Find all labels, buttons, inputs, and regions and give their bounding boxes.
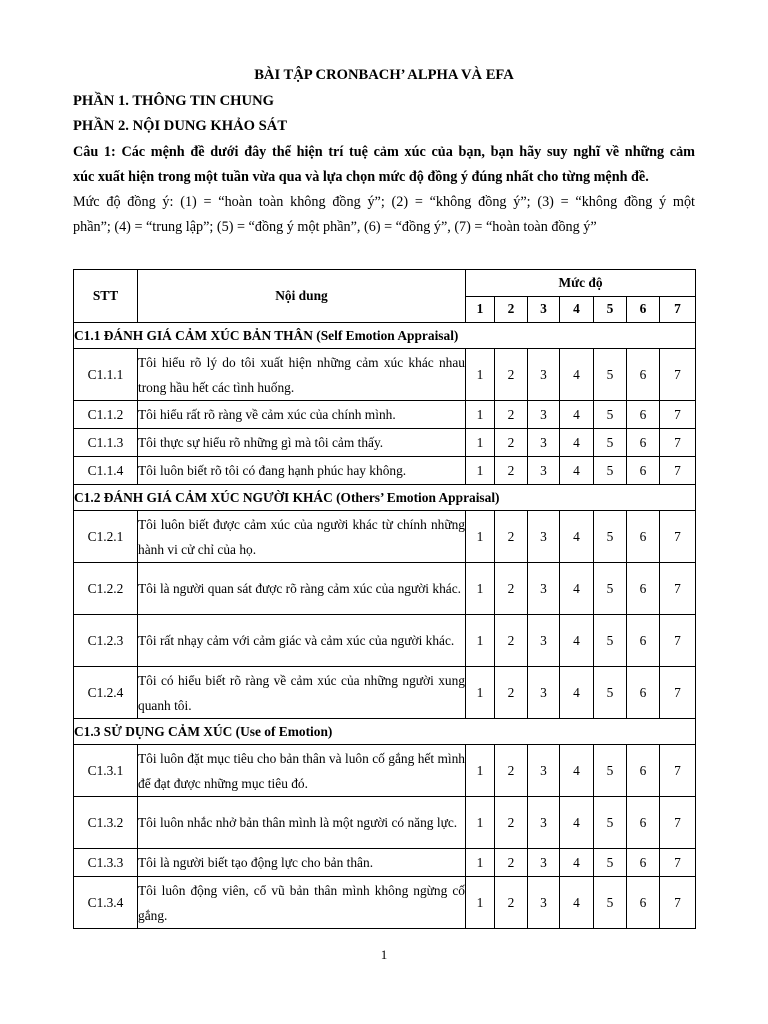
scale-option[interactable]: 5: [594, 745, 627, 797]
item-code: C1.3.4: [74, 877, 138, 929]
scale-option[interactable]: 7: [660, 429, 696, 457]
scale-option[interactable]: 5: [594, 615, 627, 667]
scale-option[interactable]: 3: [528, 349, 560, 401]
scale-option[interactable]: 4: [560, 429, 594, 457]
scale-description: [73, 190, 695, 240]
scale-option[interactable]: 2: [495, 615, 528, 667]
scale-option[interactable]: 5: [594, 667, 627, 719]
item-code: C1.1.3: [74, 429, 138, 457]
header-level-number: 1: [466, 296, 495, 323]
scale-option[interactable]: 2: [495, 563, 528, 615]
scale-option[interactable]: 1: [466, 849, 495, 877]
header-level-number: 5: [594, 296, 627, 323]
scale-option[interactable]: 4: [560, 667, 594, 719]
table-row: [74, 849, 696, 877]
scale-option[interactable]: 1: [466, 745, 495, 797]
item-statement: Tôi là người biết tạo động lực cho bản thân.: [138, 849, 466, 877]
scale-option[interactable]: 2: [495, 429, 528, 457]
survey-table: [73, 269, 696, 929]
scale-option[interactable]: 2: [495, 401, 528, 429]
document-title: BÀI TẬP CRONBACH’ ALPHA VÀ EFA: [254, 67, 514, 83]
header-level-number: 7: [660, 296, 696, 323]
item-code: C1.1.1: [74, 349, 138, 401]
scale-option[interactable]: 1: [466, 401, 495, 429]
scale-option[interactable]: 3: [528, 745, 560, 797]
scale-option[interactable]: 3: [528, 667, 560, 719]
scale-option[interactable]: 4: [560, 745, 594, 797]
table-row: [74, 667, 696, 719]
scale-option[interactable]: 6: [627, 401, 660, 429]
item-code: C1.3.2: [74, 797, 138, 849]
scale-option[interactable]: 2: [495, 745, 528, 797]
scale-line-1: Mức độ đồng ý: (1) = “hoàn toàn không đồng ý”; (2) = “không đồng ý”; (3) = “không đồng ý một: [73, 194, 695, 210]
scale-option[interactable]: 1: [466, 563, 495, 615]
scale-option[interactable]: 4: [560, 797, 594, 849]
item-statement: Tôi có hiểu biết rõ ràng về cảm xúc của những người xung quanh tôi.: [138, 667, 466, 719]
group-title: C1.3 SỬ DỤNG CẢM XÚC (Use of Emotion): [74, 719, 696, 745]
scale-option[interactable]: 3: [528, 511, 560, 563]
scale-option[interactable]: 5: [594, 401, 627, 429]
scale-option[interactable]: 4: [560, 511, 594, 563]
header-level-number: 4: [560, 296, 594, 323]
item-code: C1.3.1: [74, 745, 138, 797]
scale-option[interactable]: 1: [466, 349, 495, 401]
scale-option[interactable]: 5: [594, 457, 627, 485]
scale-option[interactable]: 6: [627, 457, 660, 485]
scale-option[interactable]: 7: [660, 457, 696, 485]
scale-option[interactable]: 5: [594, 563, 627, 615]
scale-option[interactable]: 4: [560, 849, 594, 877]
item-code: C1.3.3: [74, 849, 138, 877]
scale-option[interactable]: 7: [660, 401, 696, 429]
scale-option[interactable]: 5: [594, 877, 627, 929]
item-statement: Tôi hiểu rất rõ ràng về cảm xúc của chính mình.: [138, 401, 466, 429]
scale-option[interactable]: 7: [660, 615, 696, 667]
scale-option[interactable]: 5: [594, 511, 627, 563]
group-title: C1.1 ĐÁNH GIÁ CẢM XÚC BẢN THÂN (Self Emotion Appraisal): [74, 323, 696, 349]
header-level-number: 6: [627, 296, 660, 323]
scale-option[interactable]: 1: [466, 615, 495, 667]
scale-option[interactable]: 2: [495, 457, 528, 485]
scale-option[interactable]: 6: [627, 563, 660, 615]
scale-option[interactable]: 6: [627, 667, 660, 719]
table-row: [74, 457, 696, 485]
scale-option[interactable]: 1: [466, 429, 495, 457]
item-statement: Tôi hiểu rõ lý do tôi xuất hiện những cảm xúc khác nhau trong hầu hết các tình huống.: [138, 349, 466, 401]
scale-option[interactable]: 5: [594, 349, 627, 401]
scale-option[interactable]: 7: [660, 849, 696, 877]
scale-option[interactable]: 6: [627, 797, 660, 849]
scale-option[interactable]: 1: [466, 457, 495, 485]
scale-option[interactable]: 7: [660, 349, 696, 401]
scale-option[interactable]: 7: [660, 511, 696, 563]
header-stt: STT: [74, 270, 138, 323]
table-row: [74, 615, 696, 667]
header-content: Nội dung: [138, 270, 466, 323]
item-code: C1.1.2: [74, 401, 138, 429]
table-row: [74, 429, 696, 457]
scale-option[interactable]: 3: [528, 797, 560, 849]
scale-option[interactable]: 5: [594, 797, 627, 849]
scale-option[interactable]: 1: [466, 511, 495, 563]
group-title: C1.2 ĐÁNH GIÁ CẢM XÚC NGƯỜI KHÁC (Others’ Emotion Appraisal): [74, 485, 696, 511]
scale-option[interactable]: 7: [660, 667, 696, 719]
item-code: C1.2.2: [74, 563, 138, 615]
header-level-number: 3: [528, 296, 560, 323]
scale-option[interactable]: 4: [560, 877, 594, 929]
page-number: 1: [380, 947, 388, 962]
scale-option[interactable]: 4: [560, 615, 594, 667]
item-statement: Tôi là người quan sát được rõ ràng cảm xúc của người khác.: [138, 563, 466, 615]
scale-option[interactable]: 1: [466, 667, 495, 719]
scale-option[interactable]: 6: [627, 615, 660, 667]
scale-option[interactable]: 1: [466, 797, 495, 849]
scale-option[interactable]: 2: [495, 511, 528, 563]
scale-option[interactable]: 2: [495, 849, 528, 877]
item-statement: Tôi luôn động viên, cổ vũ bản thân mình không ngừng cố gắng.: [138, 877, 466, 929]
question-line-2: xúc xuất hiện trong một tuần vừa qua và lựa chọn mức độ đồng ý đúng nhất cho từng mệnh đề.: [73, 169, 649, 185]
scale-option[interactable]: 7: [660, 797, 696, 849]
scale-option[interactable]: 2: [495, 877, 528, 929]
scale-option[interactable]: 4: [560, 401, 594, 429]
table-row: [74, 511, 696, 563]
scale-option[interactable]: 1: [466, 877, 495, 929]
scale-option[interactable]: 3: [528, 563, 560, 615]
scale-line-2: phần”; (4) = “trung lập”; (5) = “đồng ý một phần”, (6) = “đồng ý”, (7) = “hoàn toàn đồng ý”: [73, 219, 597, 235]
scale-option[interactable]: 3: [528, 877, 560, 929]
scale-option[interactable]: 6: [627, 849, 660, 877]
scale-option[interactable]: 5: [594, 849, 627, 877]
question-line-1: Câu 1: Các mệnh đề dưới đây thể hiện trí tuệ cảm xúc của bạn, bạn hãy suy nghĩ về những cảm: [73, 144, 695, 160]
scale-option[interactable]: 4: [560, 349, 594, 401]
part2-heading: PHẦN 2. NỘI DUNG KHẢO SÁT: [73, 118, 288, 134]
question-text: [73, 140, 695, 190]
scale-option[interactable]: 3: [528, 615, 560, 667]
scale-option[interactable]: 3: [528, 457, 560, 485]
table-row: [74, 745, 696, 797]
scale-option[interactable]: 7: [660, 563, 696, 615]
scale-option[interactable]: 6: [627, 429, 660, 457]
header-level: Mức độ: [466, 270, 696, 297]
item-code: C1.1.4: [74, 457, 138, 485]
scale-option[interactable]: 6: [627, 877, 660, 929]
item-code: C1.2.4: [74, 667, 138, 719]
item-statement: Tôi thực sự hiểu rõ những gì mà tôi cảm thấy.: [138, 429, 466, 457]
item-code: C1.2.1: [74, 511, 138, 563]
item-statement: Tôi luôn biết được cảm xúc của người khác từ chính những hành vi cử chỉ của họ.: [138, 511, 466, 563]
header-level-number: 2: [495, 296, 528, 323]
table-row: [74, 349, 696, 401]
item-statement: Tôi luôn biết rõ tôi có đang hạnh phúc hay không.: [138, 457, 466, 485]
scale-option[interactable]: 3: [528, 429, 560, 457]
scale-option[interactable]: 3: [528, 849, 560, 877]
table-row: [74, 401, 696, 429]
scale-option[interactable]: 6: [627, 349, 660, 401]
part1-heading: PHẦN 1. THÔNG TIN CHUNG: [73, 93, 274, 109]
scale-option[interactable]: 7: [660, 745, 696, 797]
table-row: [74, 797, 696, 849]
item-statement: Tôi luôn nhắc nhở bản thân mình là một người có năng lực.: [138, 797, 466, 849]
scale-option[interactable]: 3: [528, 401, 560, 429]
scale-option[interactable]: 2: [495, 667, 528, 719]
item-statement: Tôi luôn đặt mục tiêu cho bản thân và luôn cố gắng hết mình để đạt được những mục tiêu đó.: [138, 745, 466, 797]
scale-option[interactable]: 7: [660, 877, 696, 929]
table-row: [74, 877, 696, 929]
item-code: C1.2.3: [74, 615, 138, 667]
scale-option[interactable]: 4: [560, 563, 594, 615]
table-row: [74, 563, 696, 615]
scale-option[interactable]: 6: [627, 745, 660, 797]
scale-option[interactable]: 2: [495, 797, 528, 849]
item-statement: Tôi rất nhạy cảm với cảm giác và cảm xúc của người khác.: [138, 615, 466, 667]
scale-option[interactable]: 4: [560, 457, 594, 485]
scale-option[interactable]: 6: [627, 511, 660, 563]
scale-option[interactable]: 2: [495, 349, 528, 401]
scale-option[interactable]: 5: [594, 429, 627, 457]
